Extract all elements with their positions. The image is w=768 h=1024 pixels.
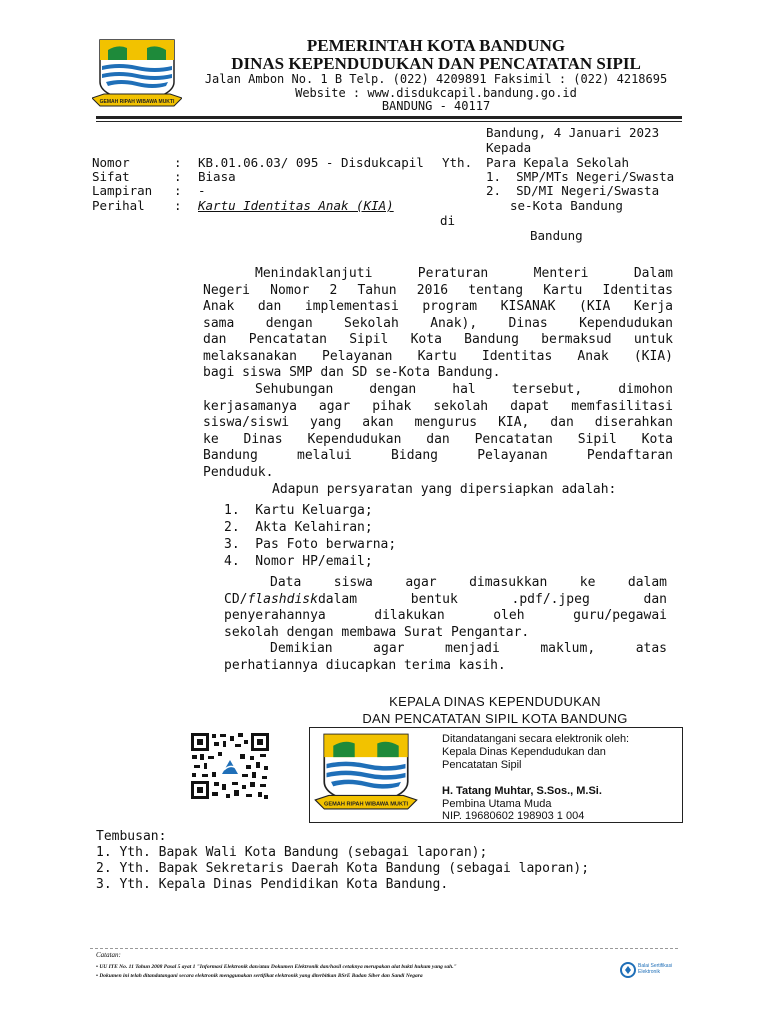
bsre-logo-icon: [620, 962, 636, 978]
p4-line: penyerahannya dilakukan oleh guru/pegawai: [224, 608, 667, 623]
meta-sep: :: [174, 198, 182, 213]
meta-sep: :: [174, 155, 182, 170]
footer-note-1-text: UU ITE No. 11 Tahun 2008 Pasal 5 ayat 1 "Informasi Elektronik dan/atau Dokumen Elektronik dan/hasil cetaknya merupakan alat bukti hukum yang sah.": [99, 964, 457, 970]
meta-sep: :: [174, 183, 182, 198]
p4-flashdisk: flashdisk: [247, 591, 318, 607]
p1-line: melaksanakan Pelayanan Kartu Identitas Anak (KIA): [203, 348, 673, 364]
p5-line: perhatiannya diucapkan terima kasih.: [224, 657, 506, 673]
meta-value: Kartu Identitas Anak (KIA): [198, 198, 394, 213]
logo-motto: GEMAH RIPAH WIBAWA MUKTI: [99, 99, 175, 105]
signer-name: H. Tatang Muhtar, S.Sos., M.Si.: [442, 785, 602, 797]
header-line2: DINAS KEPENDUDUKAN DAN PENCATATAN SIPIL: [231, 54, 641, 73]
header-rule-thin: [96, 121, 682, 122]
cc-item-1: 1. Yth. Bapak Wali Kota Bandung (sebagai laporan);: [96, 845, 488, 860]
paragraph-1: [203, 266, 673, 382]
header-rule-thick: [96, 116, 682, 119]
recipient-item-3: se-Kota Bandung: [510, 198, 623, 213]
esign-logo: [314, 730, 418, 818]
meta-label: Perihal: [92, 198, 145, 213]
signer-title-1: KEPALA DINAS KEPENDUDUKAN: [389, 694, 601, 709]
p1-line: Negeri Nomor 2 Tahun 2016 tentang Kartu Identitas: [203, 282, 673, 298]
meta-label: Sifat: [92, 169, 130, 184]
p4-line: [224, 592, 667, 609]
bsre-label: Balai Sertifikasi Elektronik: [638, 963, 673, 975]
paragraph-4: [224, 575, 667, 641]
esign-text-2: Kepala Dinas Kependudukan dan: [442, 746, 606, 758]
p4-line: Data siswa agar dimasukkan ke dalam: [270, 575, 667, 590]
footer-catatan: Catatan:: [96, 951, 121, 959]
footer-rule: [90, 948, 678, 949]
p5-line: Demikian agar menjadi maklum, atas: [270, 641, 667, 656]
recipient-item-2: 2. SD/MI Negeri/Swasta: [486, 183, 660, 198]
recipient-kepada: Kepada: [486, 140, 532, 155]
requirement-item: 3. Pas Foto berwarna;: [224, 537, 397, 552]
footer-note-2: • Dokumen ini telah ditandatangani secara elektronik menggunakan sertifikat elektronik yang diterbitkan BSrE Badan Siber dan Sandi Negara: [96, 973, 423, 979]
esign-text-1: Ditandatangani secara elektronik oleh:: [442, 733, 630, 745]
header-address: Jalan Ambon No. 1 B Telp. (022) 4209891 Faksimil : (022) 4218695: [204, 72, 668, 86]
p1-line: bagi siswa SMP dan SD se-Kota Bandung.: [203, 365, 501, 380]
recipient-item-1: 1. SMP/MTs Negeri/Swasta: [486, 169, 675, 184]
meta-sep: :: [174, 169, 182, 184]
meta-label: Nomor: [92, 155, 130, 170]
p1-line: dan Pencatatan Sipil Kota Bandung bermaksud untuk: [203, 332, 673, 347]
header-city: BANDUNG - 40117: [381, 99, 491, 113]
meta-value: Biasa: [198, 169, 236, 184]
p2-line: kerjasamanya agar pihak sekolah dapat memfasilitasi: [203, 398, 673, 414]
requirement-item: 2. Akta Kelahiran;: [224, 520, 373, 535]
requirement-item: 1. Kartu Keluarga;: [224, 503, 373, 518]
p1-line: sama dengan Sekolah Anak), Dinas Kependudukan: [203, 315, 673, 331]
signer-title-2: DAN PENCATATAN SIPIL KOTA BANDUNG: [362, 711, 628, 726]
p2-line: ke Dinas Kependudukan dan Pencatatan Sipil Kota: [203, 431, 673, 447]
recipient-to: Para Kepala Sekolah: [486, 155, 629, 170]
footer-note-2-text: Dokumen ini telah ditandatangani secara elektronik menggunakan sertifikat elektronik yang diterbitkan BSrE Badan Siber dan Sandi Negara: [99, 973, 423, 979]
letter-date: Bandung, 4 Januari 2023: [486, 125, 660, 140]
footer-note-1: • UU ITE No. 11 Tahun 2008 Pasal 5 ayat 1 "Informasi Elektronik dan/atau Dokumen Elektronik dan/hasil cetaknya merupakan alat bukti hukum yang sah.": [96, 964, 457, 970]
p4-cd: CD/: [224, 591, 248, 607]
header-line1: PEMERINTAH KOTA BANDUNG: [306, 36, 566, 55]
p2-line: Penduduk.: [203, 464, 274, 480]
qr-code: [190, 732, 270, 800]
recipient-place: Bandung: [530, 228, 583, 243]
p1-line: Anak dan implementasi program KISANAK (KIA Kerja: [203, 299, 673, 314]
p1-line: Menindaklanjuti Peraturan Menteri Dalam: [255, 266, 673, 281]
paragraph-5: [224, 641, 667, 674]
recipient-di: di: [440, 213, 456, 228]
meta-value: KB.01.06.03/ 095 - Disdukcapil: [198, 155, 424, 170]
p4-line: sekolah dengan membawa Surat Pengantar.: [224, 624, 530, 640]
recipient-yth: Yth.: [442, 155, 473, 170]
signer-nip: NIP. 19680602 198903 1 004: [442, 810, 585, 822]
signer-rank: Pembina Utama Muda: [442, 798, 552, 810]
city-logo: [92, 36, 182, 114]
requirement-item: 4. Nomor HP/email;: [224, 554, 373, 569]
p2-line: Bandung melalui Bidang Pelayanan Pendaftaran: [203, 448, 673, 463]
paragraph-3: Adapun persyaratan yang dipersiapkan adalah:: [272, 482, 617, 497]
p2-line: siswa/siswi yang akan mengurus KIA, dan diserahkan: [203, 415, 673, 430]
paragraph-2: [203, 382, 673, 481]
meta-value: -: [198, 183, 206, 198]
esign-text-3: Pencatatan Sipil: [442, 759, 522, 771]
cc-item-2: 2. Yth. Bapak Sekretaris Daerah Kota Bandung (sebagai laporan);: [96, 861, 590, 876]
requirements-list: [224, 503, 396, 571]
meta-label: Lampiran: [92, 183, 153, 198]
cc-heading: Tembusan:: [96, 829, 167, 844]
logo-motto: GEMAH RIPAH WIBAWA MUKTI: [323, 801, 409, 808]
p2-line: Sehubungan dengan hal tersebut, dimohon: [255, 382, 673, 397]
p4-rest: dalam bentuk .pdf/.jpeg dan: [317, 591, 667, 607]
cc-item-3: 3. Yth. Kepala Dinas Pendidikan Kota Bandung.: [96, 877, 449, 892]
header-website: Website : www.disdukcapil.bandung.go.id: [295, 86, 577, 100]
